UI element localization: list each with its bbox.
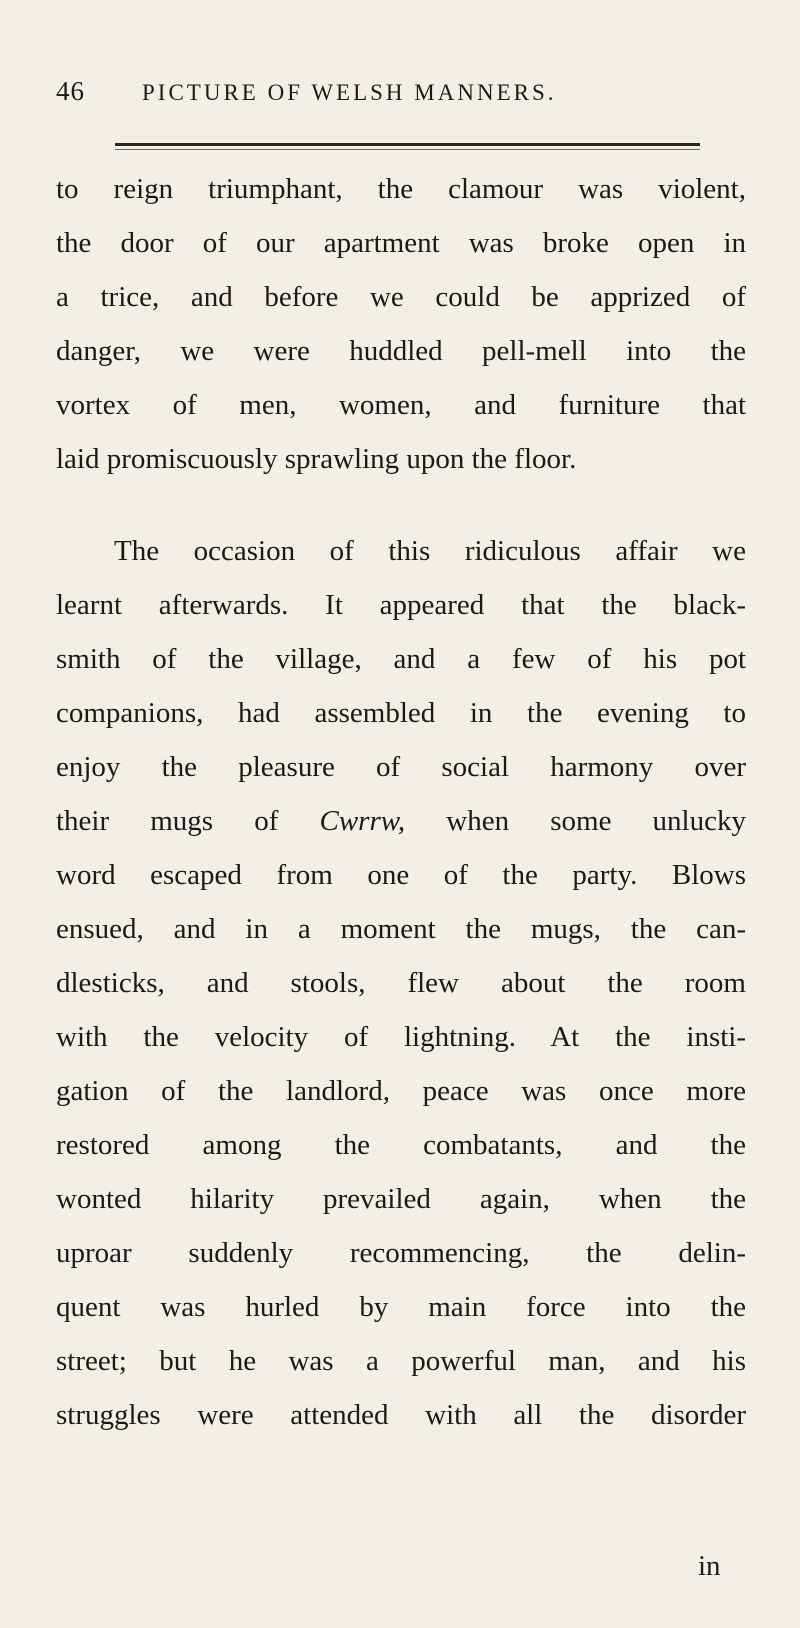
text-line: laid promiscuously sprawling upon the floor. [56,443,577,475]
text-line: learnt afterwards. It appeared that the black- [56,589,746,621]
catchword: in [698,1550,721,1582]
text-line: a trice, and before we could be apprized of [56,281,746,313]
text-line: restored among the combatants, and the [56,1129,746,1161]
text-line: quent was hurled by main force into the [56,1291,746,1323]
text-line: street; but he was a powerful man, and his [56,1345,746,1377]
italic-word: Cwrrw, [319,805,406,837]
text-line: struggles were attended with all the disorder [56,1399,746,1431]
text-line: to reign triumphant, the clamour was violent, [56,173,746,205]
header-rule [115,143,700,146]
text-line: smith of the village, and a few of his pot [56,643,746,675]
text-segment: their mugs of [56,805,320,837]
text-line: danger, we were huddled pell-mell into the [56,335,746,367]
body-text [56,162,746,1442]
text-line: uproar suddenly recommencing, the delin- [56,1237,746,1269]
text-line: ensued, and in a moment the mugs, the can- [56,913,746,945]
text-line: wonted hilarity prevailed again, when the [56,1183,746,1215]
text-line: companions, had assembled in the evening to [56,697,746,729]
text-line: enjoy the pleasure of social harmony over [56,751,746,783]
page-number: 46 [56,76,85,106]
text-line: vortex of men, women, and furniture that [56,389,746,421]
text-line: The occasion of this ridiculous affair we [114,535,746,567]
running-head: PICTURE OF WELSH MANNERS. [142,80,557,105]
text-line: the door of our apartment was broke open in [56,227,746,259]
paragraph [56,162,746,486]
text-line: gation of the landlord, peace was once more [56,1075,746,1107]
text-segment: when some unlucky [405,805,746,837]
text-line [56,794,746,848]
page-header [56,76,746,116]
header-rule-thin [115,149,700,150]
text-line: word escaped from one of the party. Blows [56,859,746,891]
text-line: with the velocity of lightning. At the insti- [56,1021,746,1053]
text-line: dlesticks, and stools, flew about the room [56,967,746,999]
paragraph [56,524,746,1442]
